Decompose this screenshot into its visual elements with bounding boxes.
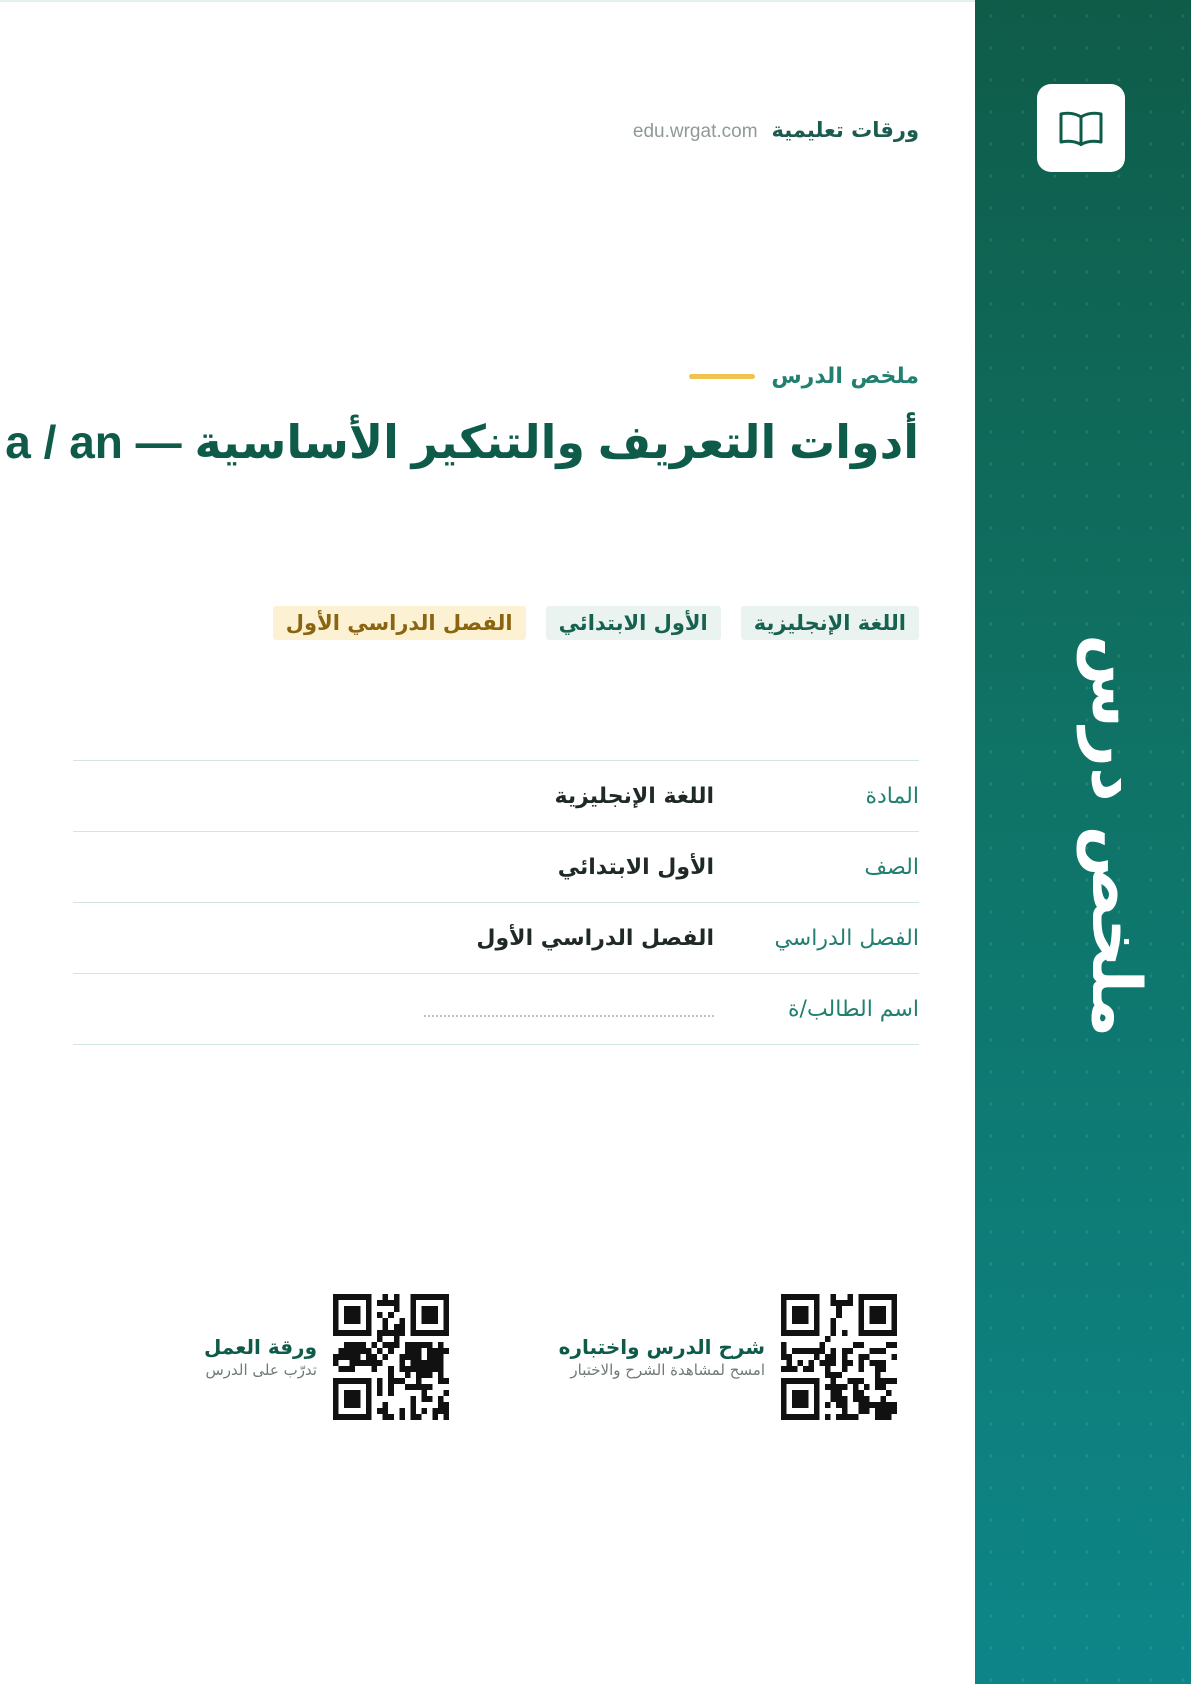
chip-term: الفصل الدراسي الأول bbox=[273, 606, 526, 640]
side-band bbox=[975, 0, 1191, 1684]
qr-title: ورقة العمل bbox=[203, 1335, 317, 1359]
qr-worksheet[interactable] bbox=[204, 1294, 449, 1420]
qr-caption bbox=[204, 1335, 317, 1379]
qr-code-icon bbox=[333, 1294, 449, 1420]
info-label: الفصل الدراسي bbox=[774, 925, 919, 951]
brand bbox=[633, 118, 919, 143]
info-value: اللغة الإنجليزية bbox=[554, 783, 714, 809]
chip-subject: اللغة الإنجليزية bbox=[741, 606, 919, 640]
info-row-student-name bbox=[73, 974, 919, 1045]
page-title: أدوات التعريف والتنكير الأساسية — a / an bbox=[5, 416, 919, 468]
qr-lesson-explanation[interactable] bbox=[559, 1294, 897, 1420]
info-row-term bbox=[73, 903, 919, 974]
brand-url[interactable]: edu.wrgat.com bbox=[632, 121, 758, 142]
chip-grade: الأول الابتدائي bbox=[546, 606, 721, 640]
tag-chips bbox=[273, 606, 919, 640]
logo-badge bbox=[1037, 84, 1125, 172]
qr-title: شرح الدرس واختباره bbox=[558, 1335, 765, 1359]
info-row-subject bbox=[73, 761, 919, 832]
eyebrow-label: ملخص الدرس bbox=[771, 364, 919, 389]
qr-caption bbox=[559, 1335, 765, 1379]
eyebrow-underline bbox=[689, 374, 755, 379]
info-table bbox=[73, 760, 919, 1045]
student-name-blank[interactable] bbox=[424, 1015, 714, 1017]
side-title: ملخص درس bbox=[1076, 634, 1155, 1038]
info-label: المادة bbox=[865, 783, 919, 809]
info-value: الأول الابتدائي bbox=[557, 854, 714, 880]
brand-name: ورقات تعليمية bbox=[771, 118, 919, 142]
info-label: اسم الطالب/ة bbox=[788, 996, 919, 1022]
info-label: الصف bbox=[864, 854, 919, 880]
open-book-icon bbox=[1058, 109, 1104, 147]
qr-subtitle: امسح لمشاهدة الشرح والاختبار bbox=[570, 1361, 765, 1379]
section-eyebrow bbox=[689, 364, 919, 389]
info-value: الفصل الدراسي الأول bbox=[476, 925, 714, 951]
qr-code-icon bbox=[781, 1294, 897, 1420]
qr-subtitle: تدرّب على الدرس bbox=[205, 1361, 317, 1379]
info-row-grade bbox=[73, 832, 919, 903]
